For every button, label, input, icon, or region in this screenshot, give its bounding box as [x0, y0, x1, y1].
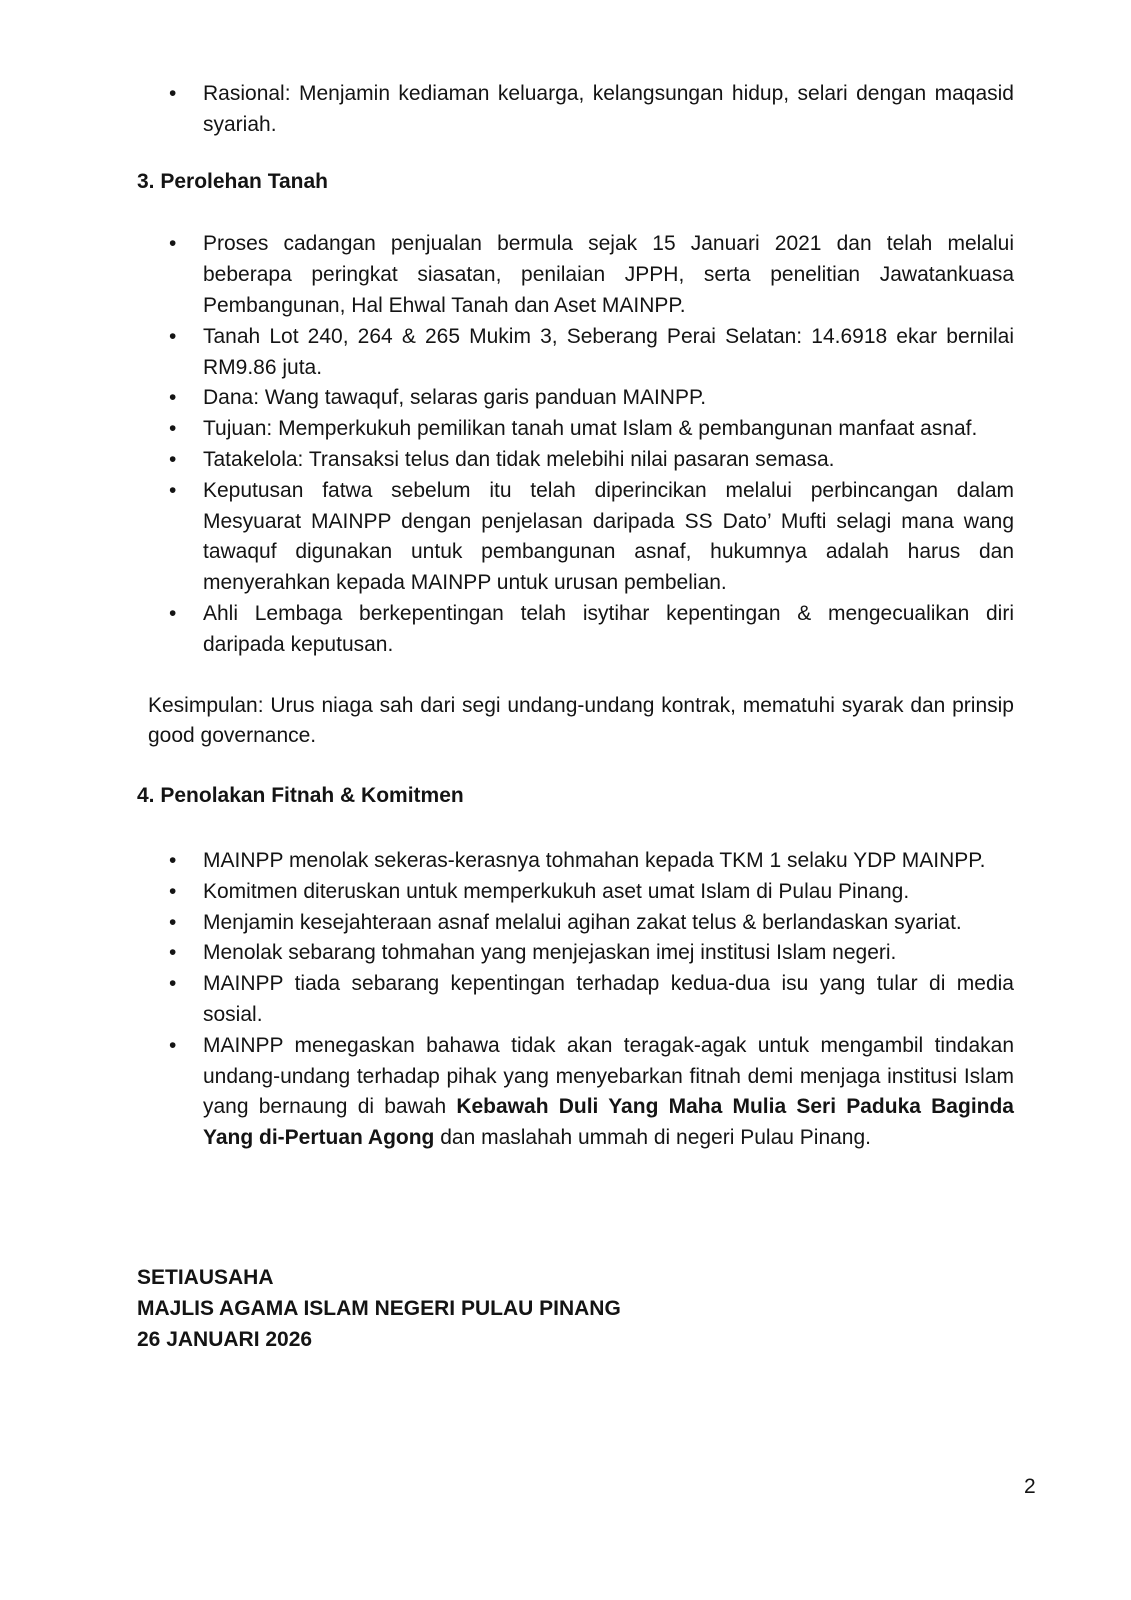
list-item: • Tatakelola: Transaksi telus dan tidak melebihi nilai pasaran semasa.: [203, 445, 1014, 476]
list-item: • MAINPP tiada sebarang kepentingan terhadap kedua-dua isu yang tular di media sosial.: [203, 969, 1014, 1031]
bold-text-run: Kebawah Duli Yang Maha Mulia Seri Paduka Baginda Yang di-Pertuan Agong: [203, 1095, 1014, 1150]
list-item: • Rasional: Menjamin kediaman keluarga, kelangsungan hidup, selari dengan maqasid syariah.: [203, 79, 1014, 141]
signature-line: 26 JANUARI 2026: [137, 1327, 313, 1351]
list-item: • Dana: Wang tawaquf, selaras garis panduan MAINPP.: [203, 383, 1014, 414]
intro-bullet-list: [137, 79, 1014, 141]
list-item: • Menolak sebarang tohmahan yang menjejaskan imej institusi Islam negeri.: [203, 938, 1014, 969]
list-item: • Ahli Lembaga berkepentingan telah isytihar kepentingan & mengecualikan diri daripada keputusan.: [203, 599, 1014, 661]
text-run: MAINPP menegaskan bahawa tidak akan teragak-agak untuk mengambil tindakan undang-undang terhadap pihak yang menyebarkan fitnah demi menjaga institusi Islam yang bernaung di bawah: [203, 1033, 1014, 1119]
conclusion-paragraph: Kesimpulan: Urus niaga sah dari segi undang-undang kontrak, mematuhi syarak dan prinsip good governance.: [148, 693, 1014, 748]
signature-block: [137, 1263, 1014, 1355]
page-number: 2: [1024, 1475, 1036, 1498]
list-item: • Menjamin kesejahteraan asnaf melalui agihan zakat telus & berlandaskan syariat.: [203, 908, 1014, 939]
signature-line: SETIAUSAHA: [137, 1265, 274, 1289]
section-3-heading: 3. Perolehan Tanah: [137, 169, 328, 193]
text-run: dan maslahah ummah di negeri Pulau Pinang.: [434, 1126, 872, 1150]
list-item: [203, 1031, 1014, 1154]
list-item: • Proses cadangan penjualan bermula sejak 15 Januari 2021 dan telah melalui beberapa peringkat siasatan, penilaian JPPH, serta penelitian Jawatankuasa Pembangunan, Hal Ehwal Tanah dan Aset MAINPP.: [203, 229, 1014, 321]
section-3-bullet-list: [137, 229, 1014, 660]
list-item: • Tujuan: Memperkukuh pemilikan tanah umat Islam & pembangunan manfaat asnaf.: [203, 414, 1014, 445]
list-item: • Komitmen diteruskan untuk memperkukuh aset umat Islam di Pulau Pinang.: [203, 877, 1014, 908]
list-item: • MAINPP menolak sekeras-kerasnya tohmahan kepada TKM 1 selaku YDP MAINPP.: [203, 846, 1014, 877]
section-4-heading: 4. Penolakan Fitnah & Komitmen: [137, 784, 464, 808]
list-item: • Keputusan fatwa sebelum itu telah diperincikan melalui perbincangan dalam Mesyuarat MAINPP dengan penjelasan daripada SS Dato’ Mufti selagi mana wang tawaquf digunakan untuk pembangunan asnaf, hukumnya adalah harus dan menyerahkan kepada MAINPP untuk urusan pembelian.: [203, 476, 1014, 599]
signature-line: MAJLIS AGAMA ISLAM NEGERI PULAU PINANG: [137, 1296, 621, 1320]
list-item: • Tanah Lot 240, 264 & 265 Mukim 3, Seberang Perai Selatan: 14.6918 ekar bernilai RM9.86 juta.: [203, 322, 1014, 384]
section-4-bullet-list: [137, 846, 1014, 1154]
